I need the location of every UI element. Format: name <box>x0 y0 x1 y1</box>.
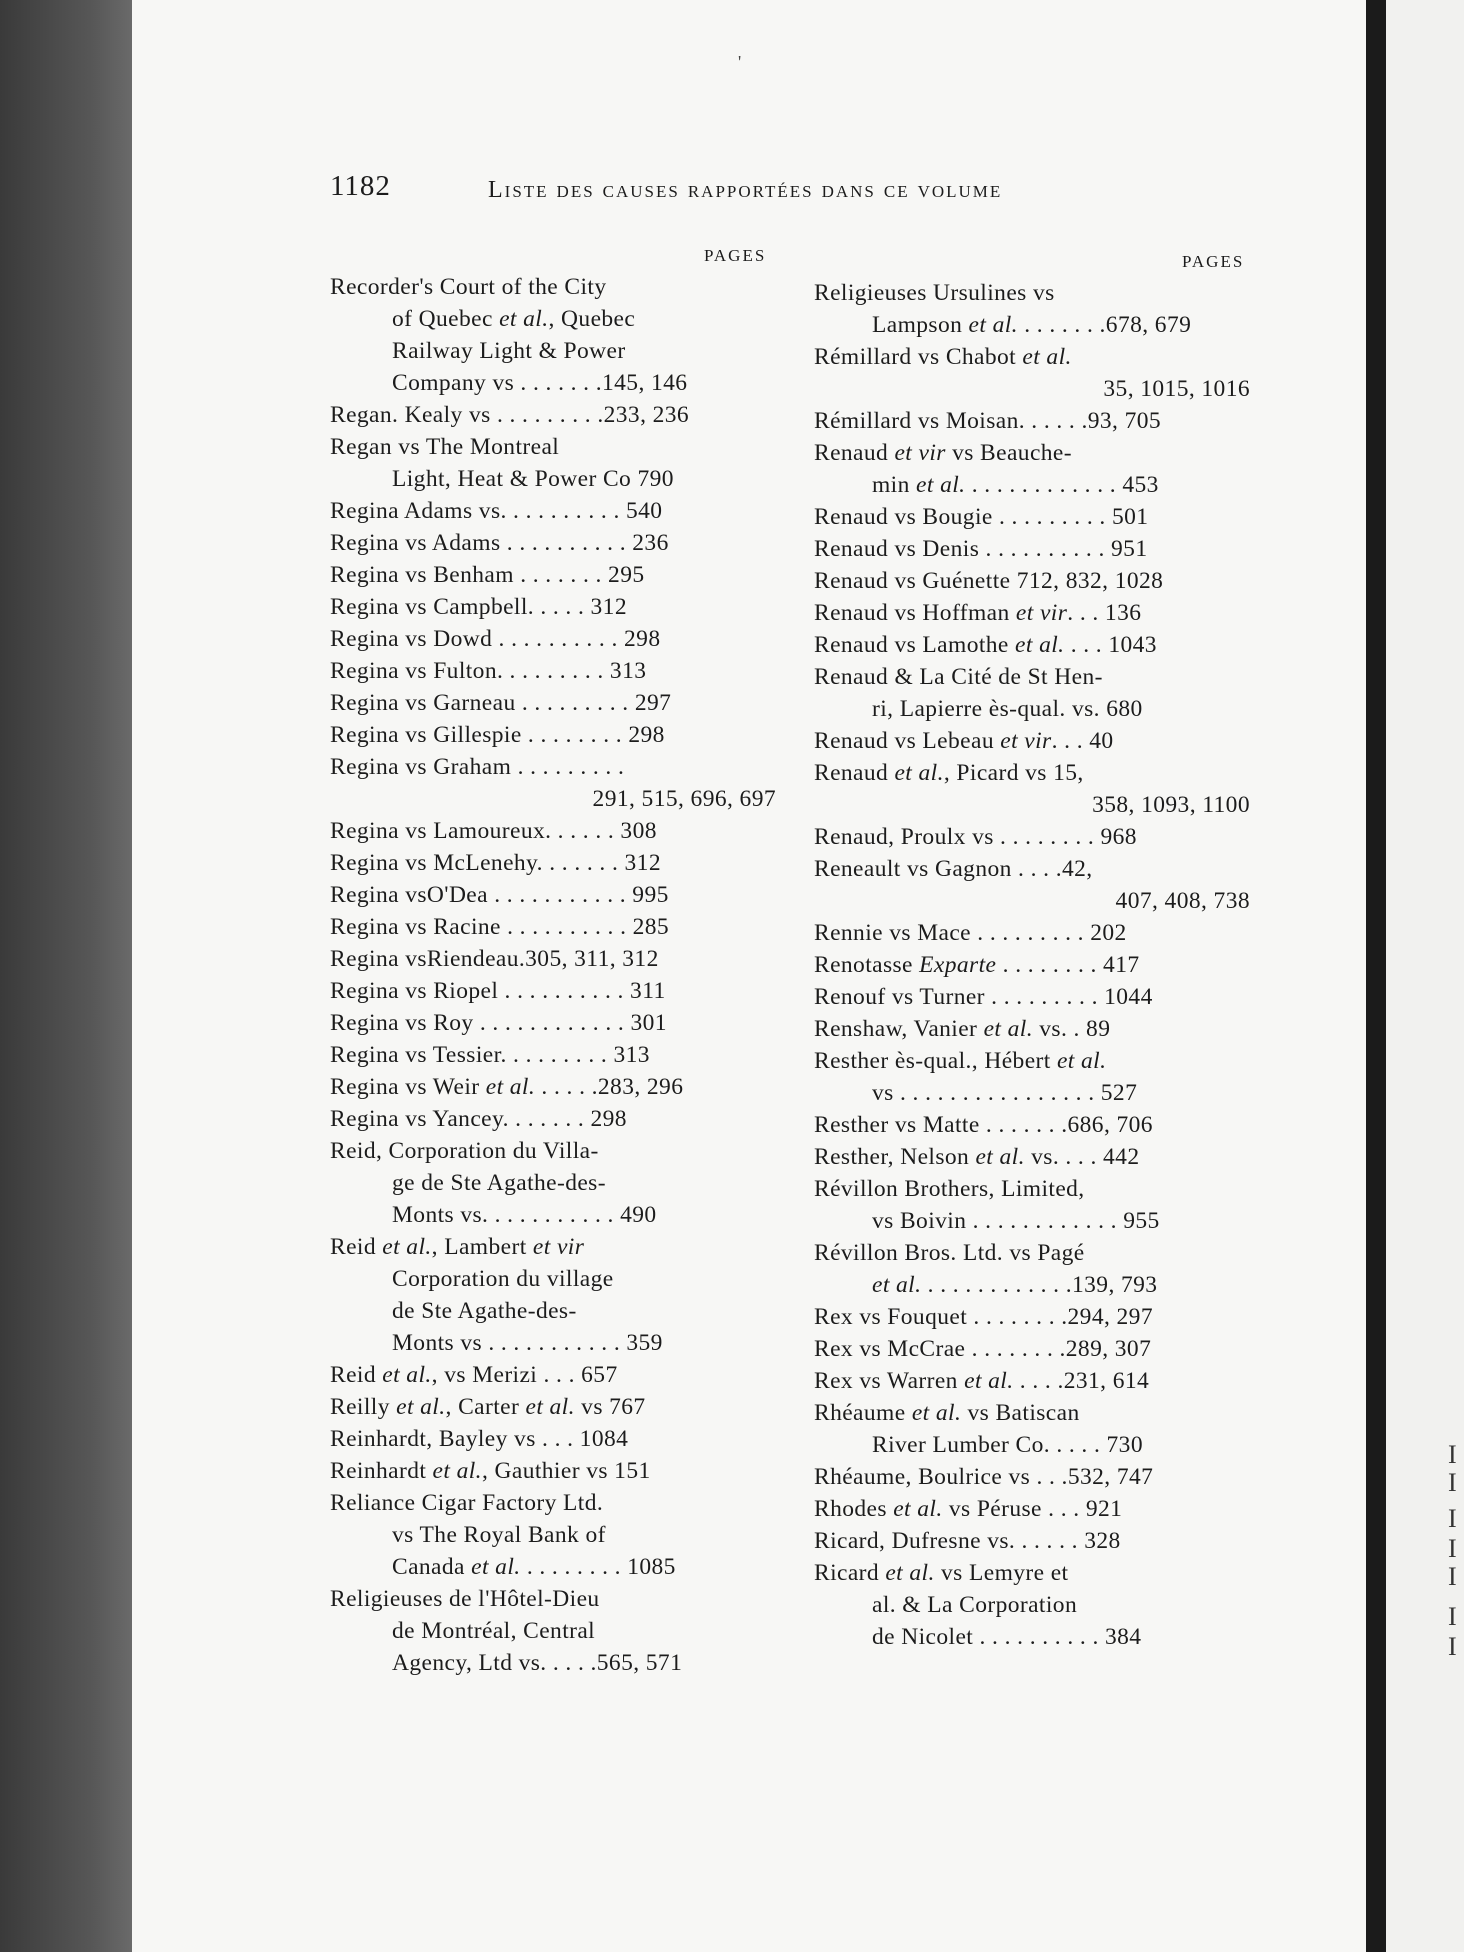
index-entry-line: Renaud vs Bougie . . . . . . . . . 501 <box>814 504 1149 530</box>
index-entry-line: Regina vsRiendeau.305, 311, 312 <box>330 946 659 972</box>
index-entry-line: Renaud et vir vs Beauche- <box>814 440 1072 466</box>
index-entry-line: Regina vs Roy . . . . . . . . . . . . 301 <box>330 1010 667 1036</box>
index-entry-line: Révillon Brothers, Limited, <box>814 1176 1085 1202</box>
index-entry-line: Renaud vs Hoffman et vir. . . 136 <box>814 600 1142 626</box>
index-entry-line: Resther, Nelson et al. vs. . . . 442 <box>814 1144 1140 1170</box>
index-entry-line: Renouf vs Turner . . . . . . . . . 1044 <box>814 984 1153 1010</box>
index-entry-line: Rex vs Warren et al. . . . .231, 614 <box>814 1368 1150 1394</box>
index-entry-line: min et al. . . . . . . . . . . . . 453 <box>872 472 1159 498</box>
index-entry-line: of Quebec et al., Quebec <box>392 306 636 332</box>
index-entry-line: Reid et al., Lambert et vir <box>330 1234 585 1260</box>
index-entry-line: Ricard et al. vs Lemyre et <box>814 1560 1069 1586</box>
index-entry-line: Regina vs Adams . . . . . . . . . . 236 <box>330 530 669 556</box>
index-entry-line: 291, 515, 696, 697 <box>592 786 776 812</box>
index-entry-line: ge de Ste Agathe-des- <box>392 1170 606 1196</box>
index-entry-line: Regan. Kealy vs . . . . . . . . .233, 236 <box>330 402 690 428</box>
index-entry-line: et al. . . . . . . . . . . . .139, 793 <box>872 1272 1158 1298</box>
index-entry-line: Renaud, Proulx vs . . . . . . . . 968 <box>814 824 1137 850</box>
index-entry-line: Regina vs McLenehy. . . . . . . 312 <box>330 850 661 876</box>
index-entry-line: Railway Light & Power <box>392 338 626 364</box>
index-entry-line: vs Boivin . . . . . . . . . . . . 955 <box>872 1208 1160 1234</box>
gutter-mark: ' <box>738 52 742 72</box>
index-entry-line: Reliance Cigar Factory Ltd. <box>330 1490 604 1516</box>
index-entry-line: 35, 1015, 1016 <box>1103 376 1250 402</box>
index-entry-line: Reilly et al., Carter et al. vs 767 <box>330 1394 646 1420</box>
index-entry-line: Rex vs Fouquet . . . . . . . .294, 297 <box>814 1304 1153 1330</box>
index-entry-line: Reneault vs Gagnon . . . .42, <box>814 856 1093 882</box>
index-entry-line: Light, Heat & Power Co 790 <box>392 466 674 492</box>
index-entry-line: Renshaw, Vanier et al. vs. . 89 <box>814 1016 1111 1042</box>
index-entry-line: Rennie vs Mace . . . . . . . . . 202 <box>814 920 1127 946</box>
index-entry-line: al. & La Corporation <box>872 1592 1078 1618</box>
index-entry-line: Regina vsO'Dea . . . . . . . . . . . 995 <box>330 882 669 908</box>
index-entry-line: Resther vs Matte . . . . . . .686, 706 <box>814 1112 1153 1138</box>
index-entry-line: Regina vs Racine . . . . . . . . . . 285 <box>330 914 670 940</box>
index-entry-line: Religieuses de l'Hôtel-Dieu <box>330 1586 600 1612</box>
index-entry-line: Reid et al., vs Merizi . . . 657 <box>330 1362 618 1388</box>
index-entry-line: Regina vs Garneau . . . . . . . . . 297 <box>330 690 672 716</box>
index-entry-line: Monts vs . . . . . . . . . . . 359 <box>392 1330 663 1356</box>
index-entry-line: Rex vs McCrae . . . . . . . .289, 307 <box>814 1336 1152 1362</box>
index-entry-line: Regina vs Lamoureux. . . . . . 308 <box>330 818 657 844</box>
index-entry-line: River Lumber Co. . . . . 730 <box>872 1432 1143 1458</box>
index-entry-line: Ricard, Dufresne vs. . . . . . 328 <box>814 1528 1121 1554</box>
index-entry-line: vs The Royal Bank of <box>392 1522 606 1548</box>
facing-page-glyph: I <box>1448 1504 1457 1533</box>
index-entry-line: Rhéaume et al. vs Batiscan <box>814 1400 1080 1426</box>
index-entry-line: Renotasse Exparte . . . . . . . . 417 <box>814 952 1140 978</box>
index-entry-line: Rémillard vs Chabot et al. <box>814 344 1072 370</box>
facing-page-glyph: I <box>1448 1632 1457 1661</box>
book-page <box>132 0 1366 1952</box>
index-entry-line: Regina vs Tessier. . . . . . . . . 313 <box>330 1042 650 1068</box>
index-entry-line: Regina vs Benham . . . . . . . 295 <box>330 562 645 588</box>
facing-page-glyph: I <box>1448 1602 1457 1631</box>
index-entry-line: Renaud vs Lebeau et vir. . . 40 <box>814 728 1114 754</box>
index-entry-line: vs . . . . . . . . . . . . . . . . 527 <box>872 1080 1138 1106</box>
index-entry-line: de Montréal, Central <box>392 1618 596 1644</box>
index-entry-line: Regina vs Yancey. . . . . . . 298 <box>330 1106 627 1132</box>
index-entry-line: Reinhardt, Bayley vs . . . 1084 <box>330 1426 629 1452</box>
index-entry-line: Regina vs Campbell. . . . . 312 <box>330 594 627 620</box>
index-entry-line: Rhéaume, Boulrice vs . . .532, 747 <box>814 1464 1154 1490</box>
page-number: 1182 <box>330 170 391 202</box>
index-entry-line: Lampson et al. . . . . . . .678, 679 <box>872 312 1192 338</box>
index-entry-line: Agency, Ltd vs. . . . .565, 571 <box>392 1650 683 1676</box>
index-entry-line: Rhodes et al. vs Péruse . . . 921 <box>814 1496 1123 1522</box>
index-entry-line: Renaud vs Guénette 712, 832, 1028 <box>814 568 1164 594</box>
index-entry-line: 358, 1093, 1100 <box>1092 792 1250 818</box>
index-entry-line: Recorder's Court of the City <box>330 274 607 300</box>
index-entry-line: Renaud vs Denis . . . . . . . . . . 951 <box>814 536 1148 562</box>
index-entry-line: Reinhardt et al., Gauthier vs 151 <box>330 1458 651 1484</box>
index-entry-line: Regina vs Fulton. . . . . . . . . 313 <box>330 658 647 684</box>
index-entry-line: de Ste Agathe-des- <box>392 1298 577 1324</box>
column-heading-left: PAGES <box>704 246 767 265</box>
index-entry-line: Reid, Corporation du Villa- <box>330 1138 599 1164</box>
index-entry-line: Rémillard vs Moisan. . . . . .93, 705 <box>814 408 1162 434</box>
index-entry-line: de Nicolet . . . . . . . . . . 384 <box>872 1624 1142 1650</box>
index-entry-line: Resther ès-qual., Hébert et al. <box>814 1048 1107 1074</box>
facing-page-sliver <box>1386 0 1464 1952</box>
index-entry-line: Regina vs Gillespie . . . . . . . . 298 <box>330 722 665 748</box>
index-entry-line: Renaud vs Lamothe et al. . . . 1043 <box>814 632 1157 658</box>
facing-page-glyph: I <box>1448 1468 1457 1497</box>
index-entry-line: Regan vs The Montreal <box>330 434 560 460</box>
index-entry-line: Monts vs. . . . . . . . . . . 490 <box>392 1202 657 1228</box>
facing-page-glyph: I <box>1448 1562 1457 1591</box>
column-heading-right: PAGES <box>1182 252 1245 271</box>
scan-border <box>0 0 132 1952</box>
index-entry-line: ri, Lapierre ès-qual. vs. 680 <box>872 696 1143 722</box>
index-entry-line: Regina vs Dowd . . . . . . . . . . 298 <box>330 626 661 652</box>
index-entry-line: Religieuses Ursulines vs <box>814 280 1055 306</box>
index-entry-line: Regina vs Riopel . . . . . . . . . . 311 <box>330 978 666 1004</box>
index-entry-line: Regina Adams vs. . . . . . . . . . 540 <box>330 498 663 524</box>
facing-page-glyph: I <box>1448 1440 1457 1469</box>
facing-page-glyph: I <box>1448 1534 1457 1563</box>
index-entry-line: Regina vs Weir et al. . . . . .283, 296 <box>330 1074 684 1100</box>
index-entry-line: Renaud & La Cité de St Hen- <box>814 664 1103 690</box>
index-entry-line: Corporation du village <box>392 1266 614 1292</box>
index-entry-line: Regina vs Graham . . . . . . . . . <box>330 754 625 780</box>
index-entry-line: Renaud et al., Picard vs 15, <box>814 760 1084 786</box>
index-entry-line: Company vs . . . . . . .145, 146 <box>392 370 688 396</box>
index-entry-line: Canada et al. . . . . . . . . 1085 <box>392 1554 676 1580</box>
running-head: Liste des causes rapportées dans ce volume <box>488 177 1003 203</box>
index-entry-line: Révillon Bros. Ltd. vs Pagé <box>814 1240 1085 1266</box>
index-entry-line: 407, 408, 738 <box>1115 888 1250 914</box>
